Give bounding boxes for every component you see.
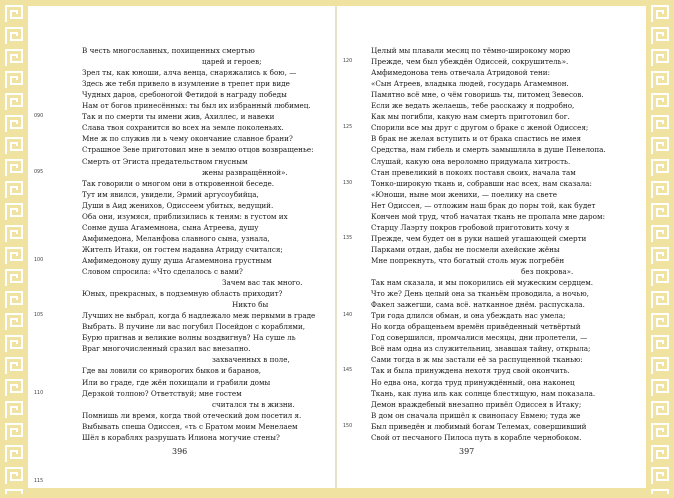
verse-line: Кончен мой труд, чтоб начатая ткань не пропала мне даром: — [371, 211, 605, 221]
verse-line: Слава твоя сохранится во всех на земле поколеньях. — [82, 123, 284, 133]
verse-line: Средства, нам гибель и смерть замышляла в душе Пенелопа. — [371, 145, 606, 155]
verse-line: Юных, прекрасных, в подземную область приходит? — [82, 289, 283, 299]
verse-line: царей и героев; — [202, 57, 262, 67]
verse-line: Шёл в кораблях разрушать Илиона могучие стены? — [82, 432, 280, 442]
line-number: 135 — [343, 235, 353, 241]
verse-line: Год совершился, промчалися месяцы, дни пролетели, — — [371, 333, 588, 343]
verse-line: Мне ж по служив ли ь чему окончание славное брани? — [82, 134, 293, 144]
verse-line: Души в Аид женихов, Одиссеем убитых, ведущий. — [82, 200, 274, 210]
line-number: 150 — [343, 423, 353, 429]
verse-line: Смерть от Эгиста предательством гнусным — [82, 156, 248, 166]
verse-line: Враг многочисленный сразил вас внезапно. — [82, 344, 251, 354]
verse-line: «Сын Атреев, владыка людей, государь Агамемнон. — [371, 79, 569, 89]
verse-line: Страшное Зеве приготовил мне в землю отцов возвращенье: — [82, 145, 314, 155]
verse-line: Целый мы плавали месяц по тёмно-широкому морю — [371, 46, 571, 55]
left-page — [28, 6, 337, 488]
verse-line: Три года длился обман, и она убеждать нас умела; — [371, 311, 566, 321]
line-number: 130 — [343, 180, 353, 186]
verse-line: жены развращённой». — [202, 167, 288, 177]
left-page-number: 396 — [172, 447, 188, 456]
verse-line: Старцу Лаэрту покров гробовой приготовить хочу я — [371, 222, 570, 232]
verse-line: считался ты в жизни. — [212, 399, 295, 409]
line-number: 090 — [34, 114, 44, 120]
line-number: 105 — [34, 313, 44, 319]
verse-line: Зрел ты, как юноши, алча венца, снаряжались к бою, — — [82, 68, 297, 78]
verse-line: Где вы ловили со криворогих быков и баранов, — [82, 366, 262, 376]
decorative-border-right — [646, 0, 674, 494]
right-page-number: 397 — [459, 447, 475, 456]
verse-line: Если же ведать желаешь, тебе расскажу я подробно, — [371, 101, 575, 111]
verse-line: Прежде, чем был убеждён Одиссей, сокрушитель». — [371, 57, 569, 67]
verse-line: Никто бы — [232, 300, 269, 310]
verse-line: Так нам сказала, и мы покорились ей мужеским сердцем. — [371, 278, 594, 288]
verse-line: Лучших не выбрал, когда б надлежало меж первыми в граде — [82, 311, 316, 321]
verse-line: Прежде, чем будет он в руки нашей угашающей смерти — [371, 233, 587, 243]
line-number: 120 — [343, 59, 353, 65]
line-number: 100 — [34, 257, 44, 263]
verse-line: Чудных даров, сребоногой Фетидой в награду победы — [82, 90, 287, 100]
verse-line: Нам от богов принесённых: ты был их избранный любимец. — [82, 101, 311, 111]
verse-line: Демон враждебный внезапно привёл Одиссея в Итаку; — [371, 399, 582, 409]
right-page — [337, 6, 646, 488]
line-number: 095 — [34, 169, 44, 175]
verse-line: Так говорили о многом они в откровенной беседе. — [82, 178, 274, 188]
verse-line: В честь многославных, похищенных смертью — [82, 46, 255, 55]
verse-line: Что же? День целый она за тканьём проводила, а ночью, — [371, 289, 589, 299]
verse-line: Был приведён и любимый богам Телемах, совершивший — [371, 421, 587, 431]
verse-line: Парками отдан, дабы не посмели ахейские жёны — [371, 244, 560, 254]
line-number: 110 — [34, 390, 44, 396]
verse-line: Всё нам одна из служительниц, знавшая тайну, открыла; — [371, 344, 591, 354]
verse-line: Словом спросила: «Что сделалось с вами? — [82, 267, 243, 276]
verse-line: Амфимедонову душу душа Агамемнона грустным — [82, 255, 272, 265]
line-number: 125 — [343, 125, 353, 131]
verse-line: Тут им явился, увидели, Эрмий аргусоубийца, — [82, 189, 259, 199]
verse-line: Сонме душа Агамемнона, сына Атреева, душу — [82, 222, 259, 232]
line-number: 145 — [343, 368, 353, 374]
verse-line: Амфимедонова тень отвечала Атридовой тени: — [371, 68, 551, 78]
verse-line: Амфимедона, Меланфова славного сына, узнала, — [82, 233, 270, 243]
verse-line: «Юноши, ныне мои женихи, — поелику на свете — [371, 189, 557, 199]
verse-line: Оба они, изумяся, приблизились к теням: в густом их — [82, 211, 288, 221]
verse-line: Жителъ Итаки, он гостем надавна Атриду считался; — [82, 244, 283, 254]
verse-line: Но едва она, когда труд принуждённый, она наконец — [371, 377, 575, 387]
verse-line: Так и по смерти ты имени жив, Ахиллес, и навеки — [82, 112, 275, 122]
verse-line: Слушай, какую она вероломно придумала хитрость. — [371, 156, 571, 166]
verse-line: Памятно всё мне, о чём говоришь ты, питомец Зевесов. — [371, 90, 584, 100]
verse-line: Но когда обращеньем времён привёденный четвёртый — [371, 322, 581, 332]
verse-line: В брак не желая вступить и от брака спастись не имея — [371, 134, 582, 144]
verse-line: В дом он сначала пришёл к свинопасу Евмею; туда же — [371, 410, 581, 420]
verse-line: Нет Одиссея, — отложим наш брак до поры той, как будет — [371, 200, 596, 210]
verse-line: Свой от песчаного Пилоса путь в корабле чернобоком. — [371, 432, 582, 442]
verse-line: Стан превеликий в покоях поставя своих, начала там — [371, 167, 576, 177]
verse-line: Спорили все мы друг с другом о браке с женой Одиссея; — [371, 123, 589, 133]
verse-line: Здесь же тебя привело в изумление в трепет при виде — [82, 79, 290, 89]
verse-line: Дерзкой толпою? Ответствуй; мне гостем — [82, 388, 242, 398]
verse-line: Бурю пригнав и великие волны воздвигнув? На суше ль — [82, 333, 296, 343]
verse-line: Выбрать. В пучине ли вас погубил Посейдон с кораблями, — [82, 322, 306, 332]
verse-line: Ткань, как луна иль как солнце блестящую, нам показала. — [371, 388, 596, 398]
verse-line: Так и была принуждена нехотя труд свой окончить. — [371, 366, 570, 376]
verse-line: Выбывать спеша Одиссея, «ть с Братом моим Менелаем — [82, 421, 298, 431]
verse-line: Помнишь ли время, когда твой отеческий дом посетил я. — [82, 410, 302, 420]
verse-line: Мне попрекнуть, что богатый столь муж погребён — [371, 255, 565, 265]
verse-line: захваченных в поле, — [212, 355, 290, 365]
verse-line: Как мы погибли, какую нам смерть приготовил бог. — [371, 112, 570, 122]
verse-line: Тонко-широкую ткань и, собравши нас всех, нам сказала: — [371, 178, 592, 188]
verse-line: Сами тогда в ж мы застали её за распущенной тканью: — [371, 355, 583, 365]
verse-line: без покрова». — [521, 267, 574, 276]
verse-line: Факел зажегши, сама всё. натканное днём. распускала. — [371, 300, 585, 310]
decorative-border-left — [0, 0, 28, 494]
verse-line: Зачем вас так много. — [222, 278, 303, 288]
line-number: 115 — [34, 478, 44, 484]
verse-line: Или во граде, где жён похищали и грабили домы — [82, 377, 271, 387]
line-number: 140 — [343, 313, 353, 319]
